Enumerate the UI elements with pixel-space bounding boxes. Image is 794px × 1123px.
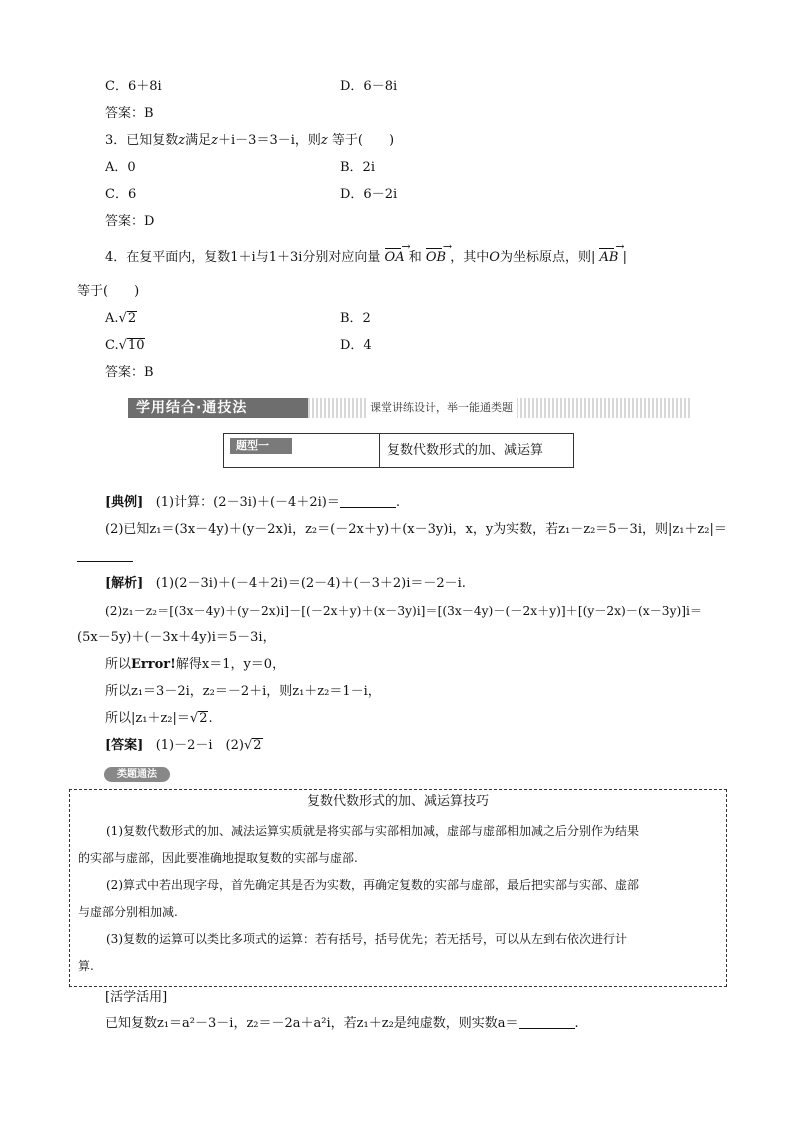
tips-text: 与虚部分别相加减. [78,905,178,919]
example-blank [77,547,133,567]
tips-title: 复数代数形式的加、减运算技巧 [306,794,489,809]
answer-line: [答案] (1)－2－i (2)√2 [105,738,262,753]
option-a: A．0 [105,160,136,175]
option-d: D．6－2i [340,187,398,202]
tips-text: (2)算式中若出现字母，首先确定其是否为实数，再确定复数的实部与虚部，最后把实部与实部、虚部 [106,878,640,892]
solution-line: (5x－5y)＋(－3x＋4y)i＝5－3i， [77,630,276,645]
option-c: C.√10 [105,338,145,353]
question-4-stem: 4．在复平面内，复数1＋i与1＋3i分别对应向量 OA → 和 OB → ，其中O为坐标原点，则| AB → | [105,246,627,268]
question-3-stem: 3．已知复数z满足z＋i－3＝3－i，则z 等于( ) [105,133,395,148]
solution-line: 所以Error!解得x＝1，y＝0， [105,657,286,672]
tips-text: (1)复数代数形式的加、减法运算实质就是将实部与实部相加减，虚部与虚部相加减之后分别作为结果 [106,824,640,838]
vector-ob: OB → [426,246,446,268]
example-part-1: [典例] (1)计算：(2－3i)＋(－4＋2i)＝ . [105,495,400,510]
option-d: D．6－8i [340,79,398,94]
section-banner [128,398,691,418]
vector-oa: OA → [385,246,405,268]
answer-line: 答案：B [105,365,154,380]
tips-text: (3)复数的运算可以类比多项式的运算：若有括号，括号优先；若无括号，可以从左到右依次进行计 [106,932,628,946]
option-d: D．4 [340,338,372,353]
option-c: C．6＋8i [105,79,162,94]
solution-line: 所以z₁＝3－2i，z₂＝－2＋i，则z₁＋z₂＝1－i， [105,684,381,699]
tips-text: 算. [78,959,94,973]
option-a: A.√2 [105,311,137,326]
example-part-2: (2)已知z₁＝(3x－4y)＋(y－2x)i，z₂＝(－2x＋y)＋(x－3y)i，x，y为实数，若z₁－z₂＝5－3i，则|z₁＋z₂|＝ [105,522,727,537]
solution-line: [解析] (1)(2－3i)＋(－4＋2i)＝(2－4)＋(－3＋2)i＝－2－i. [105,576,466,591]
option-b: B．2 [340,311,371,326]
practice-label: [活学活用] [105,990,168,1005]
solution-line: 所以|z₁＋z₂|＝√2. [105,711,213,726]
option-c: C．6 [105,187,137,202]
tips-text: 的实部与虚部，因此要准确地提取复数的实部与虚部. [78,851,358,865]
question-type-box [223,433,574,468]
banner-subtitle: 课堂讲练设计，举一能通类题 [366,398,517,418]
answer-line: 答案：B [105,106,154,121]
option-b: B．2i [340,160,375,175]
banner-title: 学用结合·通技法 [136,400,248,416]
answer-line: 答案：D [105,214,155,229]
solution-line: (2)z₁－z₂＝[(3x－4y)＋(y－2x)i]－[(－2x＋y)＋(x－3y)i]＝[(3x－4y)－(－2x＋y)]＋[(y－2x)－(x－3y)]i＝ [105,604,703,618]
type-title: 复数代数形式的加、减运算 [387,443,544,458]
category-badge: 类题通法 [104,767,170,782]
vector-ab: AB → [599,246,618,268]
question-4-stem-cont: 等于( ) [77,284,140,299]
tips-box [69,789,727,987]
practice-question: 已知复数z₁＝a²－3－i，z₂＝－2a＋a²i，若z₁＋z₂是纯虚数，则实数a＝ . [105,1016,579,1031]
type-tag: 题型一 [230,438,292,454]
